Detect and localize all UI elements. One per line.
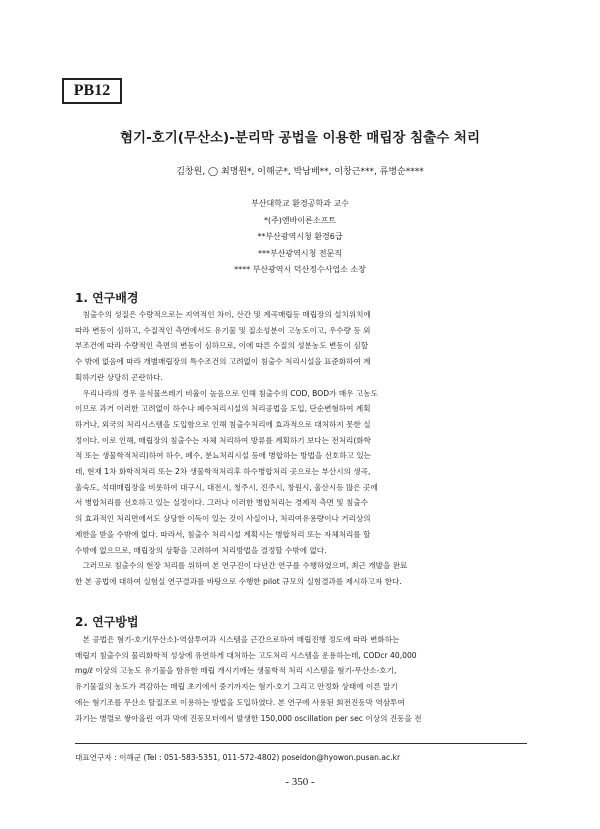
body-line: 에는 혐기조를 무산소 탈질조로 이용하는 방법을 도입하였다. 본 연구에 사용된 회전진동막 역삼투여 — [75, 697, 405, 707]
body-line: 제한을 받을 수밖에 없다. 따라서, 침출수 처리시설 계획시는 병합처리 또는 자체처리를 할 — [75, 529, 371, 539]
body-line: 수밖에 없으므로, 매립장의 상황을 고려하여 처리방법을 결정할 수밖에 없다. — [75, 545, 327, 555]
body-line: 부조건에 따라 수량적인 측면의 변동이 심하므로, 이에 따른 수질의 성분농도 변동이 심할 — [75, 341, 369, 351]
affiliation-list — [0, 196, 600, 279]
section-heading-background: 1. 연구배경 — [75, 291, 139, 305]
body-line: 따라 변동이 심하고, 수질적인 측면에서도 유기물 및 질소성분이 고농도이고, 우수량 등 외 — [75, 325, 371, 335]
paper-title: 혐기-호기(무산소)-분리막 공법을 이용한 매립장 침출수 처리 — [119, 130, 481, 146]
body-line: 서 병합처리를 선호하고 있는 실정이다. 그러나 이러한 병합처리는 경제적 측면 및 침출수 — [75, 498, 369, 508]
body-line: 정이다. 이로 인해, 매립장의 침출수는 자체 처리하여 방류를 계획하기 보다는 전처리(화학 — [75, 435, 372, 445]
body-line: 본 공법은 혐기-호기(무산소)-역삼투여과 시스템을 근간으로하여 매립진행 정도에 따라 변화하는 — [75, 635, 400, 644]
affiliation-line: 부산대학교 환경공학과 교수 — [251, 199, 349, 208]
affiliation-line: *(주)엔바이론소프트 — [263, 215, 337, 225]
body-line: 과기는 병렬로 쌓아올린 여과 막에 진동모터에서 발생한 150,000 oscillation per sec 이상의 진동을 전 — [75, 713, 422, 723]
body-line: 매립지 침출수의 물리화학적 성상에 유연하게 대처하는 고도처리 시스템을 운용하는데, CODcr 40,000 — [75, 650, 417, 660]
section-body-methods — [75, 632, 527, 726]
corresponding-author-note: 대표연구자 : 이해군 (Tel : 051-583-5351, 011-572-4802) poseidon@hyowon.pusan.ac.kr — [75, 753, 401, 762]
body-line: mg/ℓ 이상의 고농도 유기물을 함유한 매립 개시기에는 생물학적 처리 시스템을 혐기-무산소-호기, — [75, 666, 397, 676]
affiliation-line: **** 부산광역시 덕산정수사업소 소장 — [234, 265, 366, 274]
body-line: 의 효과적인 처리면에서도 상당한 이득이 있는 것이 사실이나, 처리여유용량이나 거리상의 — [75, 514, 371, 524]
paper-code-box: PB12 — [62, 78, 122, 104]
body-line: 울숙도, 석대매립장을 비롯하여 대구시, 대전시, 청주시, 진주시, 창원시, 울산시등 많은 곳에 — [75, 482, 378, 492]
body-line: 이므로 과거 이러한 고려없이 하수나 폐수처리시설의 처리공법을 도입, 단순변형하여 계획 — [75, 404, 371, 414]
body-line: 우리나라의 경우 음식물쓰레기 비율이 높음으로 인해 침출수의 COD, BOD가 매우 고농도 — [75, 388, 378, 398]
section-body-background — [75, 307, 527, 590]
page-number: - 350 - — [285, 776, 315, 788]
body-line: 데, 현재 1차 화학적처리 또는 2차 생물학적처리후 하수병합처리 곳으로는 부산시의 생곡, — [75, 467, 371, 477]
author-list: 김창원, ◯ 최명원*, 이해군*, 박남배**, 이창근***, 류병순**** — [176, 167, 424, 177]
affiliation-line: **부산광역시청 환경6급 — [257, 232, 343, 241]
body-line: 침출수의 성질은 수량적으로는 지역적인 차이, 산간 및 계곡매립등 매립장의 설치위치에 — [75, 310, 371, 319]
body-line: 적 또는 생물학적처리)하여 하수, 폐수, 분뇨처리시설 등에 병합하는 방법을 선호하고 있는 — [75, 451, 372, 461]
body-line: 한 본 공법에 대하여 실험실 연구결과를 바탕으로 수행한 pilot 규모의 실험결과를 제시하고자 한다. — [75, 576, 402, 586]
body-line: 하거나, 외국의 처리시스템을 도입함으로 인해 침출수처리에 효과적으로 대처하지 못한 실 — [75, 419, 371, 429]
section-heading-methods: 2. 연구방법 — [75, 615, 139, 629]
body-line: 수 밖에 없음에 따라 개별매립장의 특수조건의 고려없이 침출수 처리시설을 표준화하여 계 — [75, 357, 371, 367]
affiliation-line: ***부산광역시청 전문직 — [257, 248, 343, 258]
footnote-divider — [75, 743, 527, 744]
body-line: 그러므로 침출수의 현장 처리를 위하여 본 연구진이 다년간 연구를 수행하였으며, 최근 개발을 완료 — [75, 561, 408, 571]
body-line: 유기물질의 농도가 격감하는 매립 초기에서 중기까지는 혐기-호기 그리고 안정화 상태에 이른 말기 — [75, 682, 398, 692]
body-line: 획하기란 상당히 곤란하다. — [75, 372, 163, 382]
